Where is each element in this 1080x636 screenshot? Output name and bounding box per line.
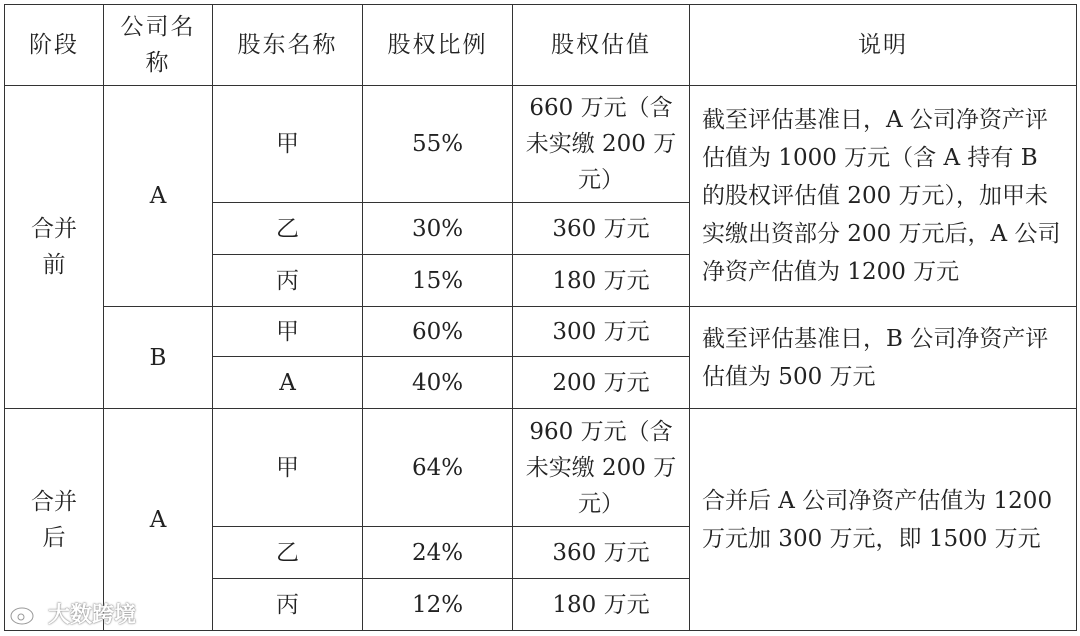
equity-valuation-table — [4, 4, 1077, 631]
valuation-cell: 660 万元（含未实缴 200 万元） — [513, 86, 690, 203]
company-a-before: A — [104, 86, 213, 307]
ratio-cell: 12% — [363, 579, 513, 631]
ratio-cell: 40% — [363, 357, 513, 409]
shareholder-cell: 甲 — [213, 86, 363, 203]
shareholder-cell: 丙 — [213, 255, 363, 307]
ratio-cell: 55% — [363, 86, 513, 203]
company-a-after: A — [104, 409, 213, 631]
note-company-a-before: 截至评估基准日，A 公司净资产评估值为 1000 万元（含 A 持有 B 的股权评估值 200 万元），加甲未实缴出资部分 200 万元后，A 公司净资产估值为 1200 万元 — [690, 86, 1077, 307]
weibo-style-logo-icon — [8, 601, 44, 627]
header-ratio: 股权比例 — [363, 5, 513, 86]
valuation-cell: 200 万元 — [513, 357, 690, 409]
watermark — [8, 598, 136, 629]
note-company-b-before: 截至评估基准日，B 公司净资产评估值为 500 万元 — [690, 307, 1077, 409]
stage-after: 合并后 — [5, 409, 104, 631]
shareholder-cell: 乙 — [213, 527, 363, 579]
header-shareholder: 股东名称 — [213, 5, 363, 86]
ratio-cell: 24% — [363, 527, 513, 579]
shareholder-cell: 乙 — [213, 203, 363, 255]
shareholder-cell: 丙 — [213, 579, 363, 631]
table-row — [5, 307, 1077, 357]
ratio-cell: 60% — [363, 307, 513, 357]
header-company: 公司名称 — [104, 5, 213, 86]
ratio-cell: 15% — [363, 255, 513, 307]
ratio-cell: 64% — [363, 409, 513, 527]
header-note: 说明 — [690, 5, 1077, 86]
watermark-text: 大数跨境 — [48, 603, 137, 628]
valuation-cell: 180 万元 — [513, 255, 690, 307]
company-b-before: B — [104, 307, 213, 409]
valuation-cell: 360 万元 — [513, 527, 690, 579]
shareholder-cell: 甲 — [213, 307, 363, 357]
shareholder-cell: 甲 — [213, 409, 363, 527]
stage-before: 合并前 — [5, 86, 104, 409]
valuation-cell: 180 万元 — [513, 579, 690, 631]
table-row — [5, 409, 1077, 527]
valuation-cell: 360 万元 — [513, 203, 690, 255]
valuation-cell: 300 万元 — [513, 307, 690, 357]
note-company-a-after: 合并后 A 公司净资产估值为 1200 万元加 300 万元，即 1500 万元 — [690, 409, 1077, 631]
shareholder-cell: A — [213, 357, 363, 409]
equity-table-container — [4, 4, 1077, 631]
ratio-cell: 30% — [363, 203, 513, 255]
valuation-cell: 960 万元（含未实缴 200 万元） — [513, 409, 690, 527]
table-row — [5, 86, 1077, 203]
header-stage: 阶段 — [5, 5, 104, 86]
header-row — [5, 5, 1077, 86]
header-valuation: 股权估值 — [513, 5, 690, 86]
